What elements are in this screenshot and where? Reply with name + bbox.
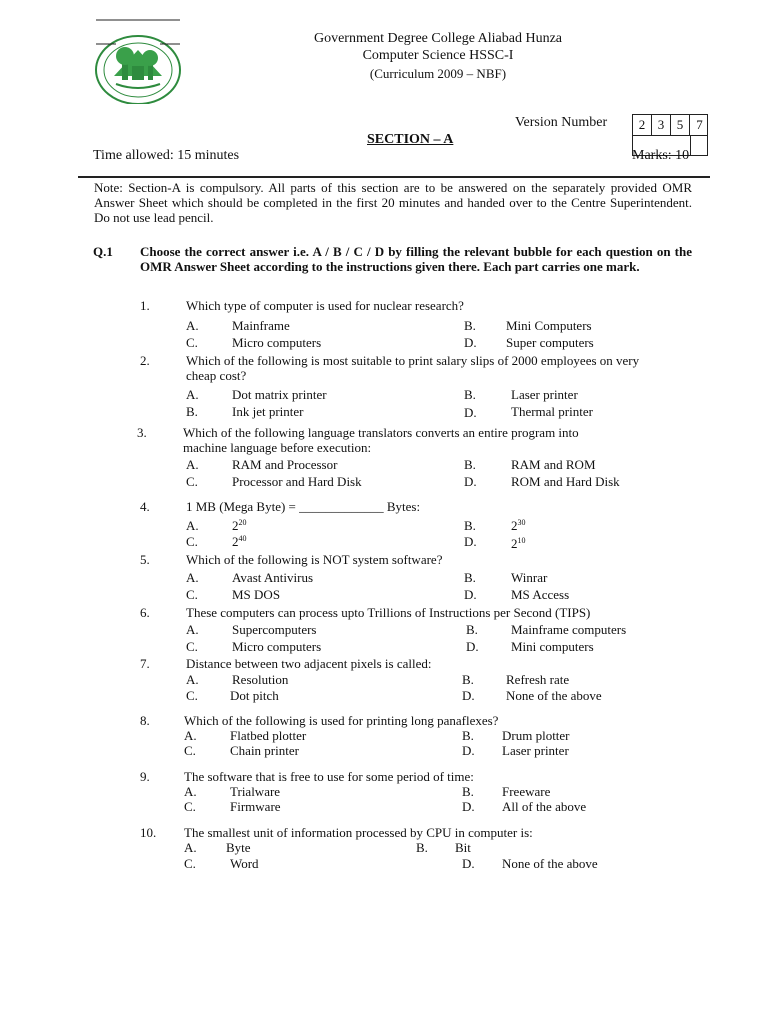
opt-letter: A. xyxy=(186,387,199,402)
question-number: Q.1 xyxy=(93,244,113,259)
opt-letter: D. xyxy=(466,639,479,654)
opt-text: Processor and Hard Disk xyxy=(232,474,362,489)
opt-letter: A. xyxy=(184,784,197,799)
version-digit: 3 xyxy=(652,115,671,135)
opt-letter: B. xyxy=(462,728,474,743)
opt-power: $2^{40}$ xyxy=(232,534,247,549)
opt-letter: A. xyxy=(184,728,197,743)
opt-letter: D. xyxy=(464,587,477,602)
opt-text: Mainframe computers xyxy=(511,622,627,637)
opt-text: Mini computers xyxy=(511,639,594,654)
q-text: Which of the following is most suitable to print salary slips of 2000 employees on very xyxy=(186,353,640,368)
opt-letter: D. xyxy=(464,405,477,420)
opt-letter: A. xyxy=(184,840,197,855)
opt-letter: C. xyxy=(186,587,198,602)
q-text: Which of the following is NOT system software? xyxy=(186,552,443,567)
q-text: These computers can process upto Trillions of Instructions per Second (TIPS) xyxy=(186,605,591,620)
opt-text: None of the above xyxy=(502,856,598,871)
opt-text: Laser printer xyxy=(502,743,569,758)
opt-text: Avast Antivirus xyxy=(232,570,314,585)
opt-power: $2^{10}$ xyxy=(511,536,526,551)
opt-letter: C. xyxy=(186,335,198,350)
opt-text: MS DOS xyxy=(232,587,281,602)
opt-letter: D. xyxy=(464,335,477,350)
opt-text: Micro computers xyxy=(232,335,322,350)
q-text: machine language before execution: xyxy=(183,440,372,455)
opt-text: Super computers xyxy=(506,335,594,350)
opt-text: Firmware xyxy=(230,799,281,814)
opt-letter: A. xyxy=(186,622,199,637)
opt-letter: D. xyxy=(462,743,475,758)
opt-letter: D. xyxy=(462,688,475,703)
q-text: Which of the following is used for printing long panaflexes? xyxy=(184,713,499,728)
opt-power: $2^{30}$ xyxy=(511,518,526,533)
q-number: 1. xyxy=(140,298,150,313)
opt-text: RAM and Processor xyxy=(232,457,338,472)
opt-letter: B. xyxy=(186,404,198,419)
q-number: 6. xyxy=(140,605,150,620)
opt-letter: A. xyxy=(186,672,199,687)
version-label: Version Number xyxy=(515,115,608,130)
section-title: SECTION – A xyxy=(367,132,454,147)
q-number: 4. xyxy=(140,499,150,514)
opt-power: $2^{20}$ xyxy=(232,518,247,533)
q-text: cheap cost? xyxy=(186,368,247,383)
q-number: 8. xyxy=(140,713,150,728)
q-text: The smallest unit of information processed by CPU in computer is: xyxy=(184,825,533,840)
q-text: 1 MB (Mega Byte) = _____________ Bytes: xyxy=(186,499,421,514)
q1-instructions: Choose the correct answer i.e. A / B / C / D by filling the relevant bubble for each question on the OMR Answer Sheet according to the instructions given there. Each part carries one mark. xyxy=(140,244,692,274)
opt-text: Freeware xyxy=(502,784,551,799)
time-allowed: Time allowed: 15 minutes xyxy=(93,148,240,163)
opt-text: Word xyxy=(230,856,259,871)
opt-text: MS Access xyxy=(511,587,570,602)
q-number: 2. xyxy=(140,353,150,368)
opt-text: Winrar xyxy=(511,570,548,585)
opt-text: None of the above xyxy=(506,688,602,703)
opt-letter: A. xyxy=(186,518,199,533)
opt-letter: B. xyxy=(464,518,476,533)
college-logo xyxy=(92,14,184,104)
opt-letter: A. xyxy=(186,570,199,585)
opt-letter: B. xyxy=(464,457,476,472)
q-text: The software that is free to use for some period of time: xyxy=(184,769,474,784)
section-note: Note: Section-A is compulsory. All parts of this section are to be answered on the separately provided OMR Answer Sheet which should be completed in the first 20 minutes and handed over to the Centre Superintendent. Do not use lead pencil. xyxy=(94,180,692,225)
opt-letter: B. xyxy=(464,387,476,402)
opt-letter: D. xyxy=(462,856,475,871)
opt-letter: C. xyxy=(186,688,198,703)
opt-letter: A. xyxy=(186,318,199,333)
version-digit: 2 xyxy=(633,115,652,135)
opt-text: Mainframe xyxy=(232,318,290,333)
opt-text: Flatbed plotter xyxy=(230,728,307,743)
opt-text: Mini Computers xyxy=(506,318,592,333)
opt-text: All of the above xyxy=(502,799,587,814)
opt-text: Dot matrix printer xyxy=(232,387,327,402)
opt-text: Micro computers xyxy=(232,639,322,654)
opt-letter: C. xyxy=(184,856,196,871)
opt-letter: A. xyxy=(186,457,199,472)
opt-letter: D. xyxy=(462,799,475,814)
opt-letter: D. xyxy=(464,474,477,489)
opt-text: Ink jet printer xyxy=(232,404,304,419)
curriculum-line: (Curriculum 2009 – NBF) xyxy=(369,66,507,81)
q-number: 7. xyxy=(140,656,150,671)
opt-text: Supercomputers xyxy=(232,622,317,637)
opt-text: Drum plotter xyxy=(502,728,570,743)
opt-text: Laser printer xyxy=(511,387,578,402)
version-digit: 5 xyxy=(671,115,690,135)
opt-text: Bit xyxy=(455,840,471,855)
header-divider xyxy=(78,176,710,178)
college-name: Government Degree College Aliabad Hunza xyxy=(313,31,563,46)
opt-letter: B. xyxy=(464,318,476,333)
opt-text: Trialware xyxy=(230,784,281,799)
total-marks: Marks: 10 xyxy=(632,148,690,163)
opt-letter: B. xyxy=(462,784,474,799)
opt-text: RAM and ROM xyxy=(511,457,596,472)
opt-text: ROM and Hard Disk xyxy=(511,474,620,489)
q-text: Which type of computer is used for nuclear research? xyxy=(186,298,464,313)
opt-letter: B. xyxy=(466,622,478,637)
q-number: 9. xyxy=(140,769,150,784)
opt-text: Byte xyxy=(226,840,251,855)
opt-letter: C. xyxy=(184,799,196,814)
opt-letter: C. xyxy=(186,474,198,489)
opt-text: Dot pitch xyxy=(230,688,279,703)
opt-letter: B. xyxy=(464,570,476,585)
q-text: Which of the following language translators converts an entire program into xyxy=(183,425,579,440)
opt-letter: C. xyxy=(186,639,198,654)
opt-letter: D. xyxy=(464,534,477,549)
opt-letter: B. xyxy=(416,840,428,855)
q-number: 3. xyxy=(137,425,147,440)
version-digit: 7 xyxy=(696,117,703,132)
subject-title: Computer Science HSSC-I xyxy=(362,48,514,63)
opt-letter: C. xyxy=(186,534,198,549)
opt-text: Resolution xyxy=(232,672,289,687)
opt-text: Chain printer xyxy=(230,743,299,758)
opt-text: Thermal printer xyxy=(511,404,593,419)
opt-letter: B. xyxy=(462,672,474,687)
q-number: 10. xyxy=(140,825,157,840)
q-text: Distance between two adjacent pixels is called: xyxy=(186,656,432,671)
opt-text: Refresh rate xyxy=(506,672,570,687)
opt-letter: C. xyxy=(184,743,196,758)
q-number: 5. xyxy=(140,552,150,567)
